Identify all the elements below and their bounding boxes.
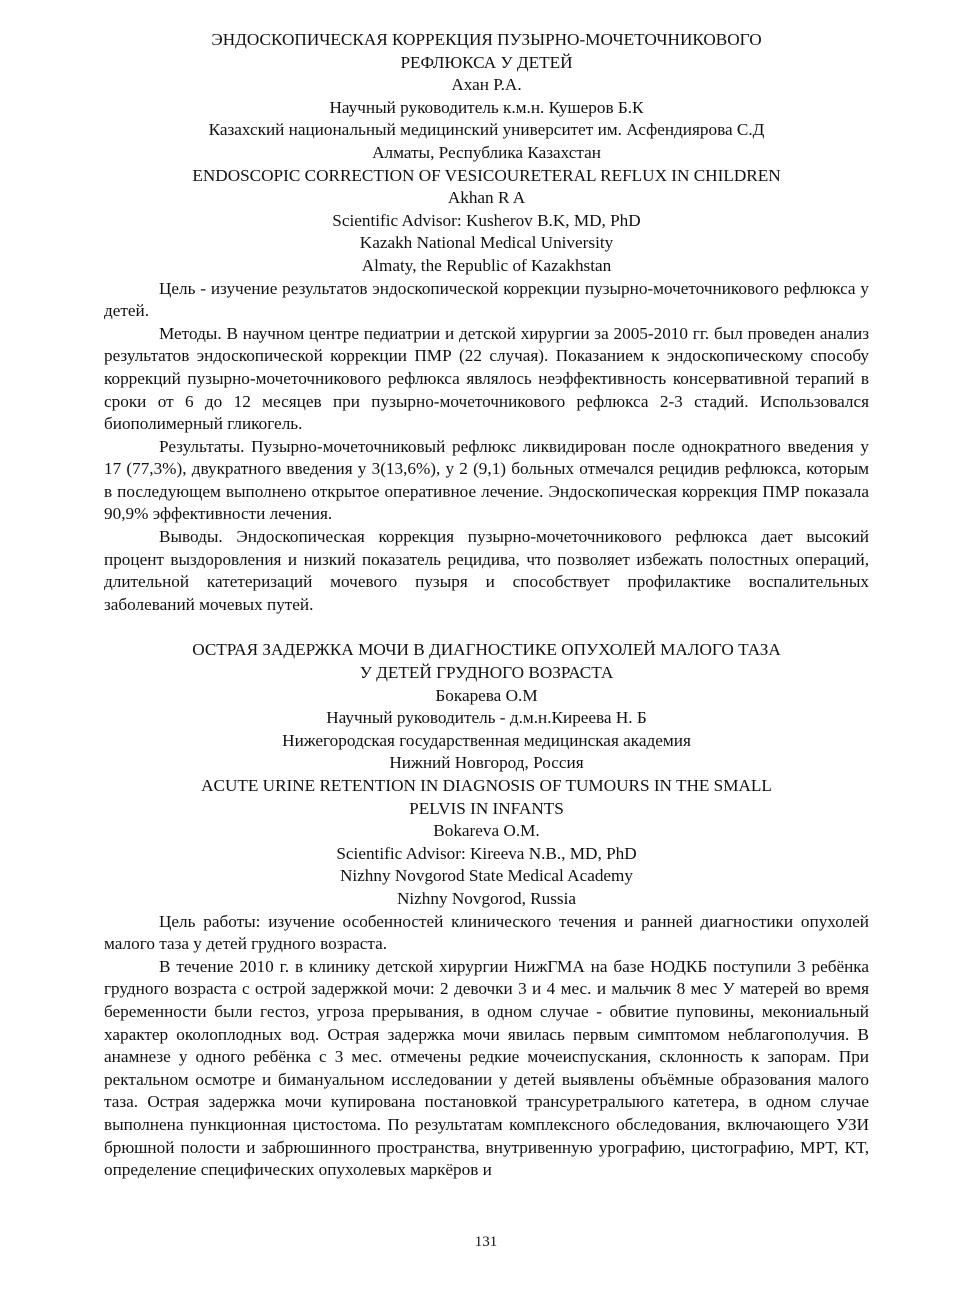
page-number: 131 — [474, 1234, 498, 1250]
article1-author-ru: Ахан Р.А. — [451, 75, 522, 95]
article1-institution-ru: Казахский национальный медицинский университет им. Асфендиярова С.Д — [208, 120, 765, 140]
article2-title-line1: ОСТРАЯ ЗАДЕРЖКА МОЧИ В ДИАГНОСТИКЕ ОПУХОЛЕЙ МАЛОГО ТАЗА — [192, 640, 781, 660]
article1-goal-paragraph: Цель - изучение результатов эндоскопической коррекции пузырно-мочеточникового рефлюкса у детей. — [104, 278, 869, 321]
article1-city-ru: Алматы, Республика Казахстан — [372, 142, 601, 162]
article1-title-line2: РЕФЛЮКСА У ДЕТЕЙ — [400, 52, 573, 72]
article1-city-en: Almaty, the Republic of Kazakhstan — [361, 255, 612, 275]
page-content — [104, 29, 869, 1182]
article2-author-ru: Бокарева О.М — [435, 685, 538, 705]
article2-city-ru: Нижний Новгород, Россия — [389, 753, 584, 773]
article1-institution-en: Kazakh National Medical University — [359, 233, 614, 253]
article1-advisor-ru: Научный руководитель к.м.н. Кушеров Б.К — [329, 97, 644, 117]
article1-conclusions-paragraph: Выводы. Эндоскопическая коррекция пузырно-мочеточникового рефлюкса дает высокий процент выздоровления и низкий показатель рецидива, что позволяет избежать полостных операций, длительной катетеризаций мочевого пузыря и способствует профилактике воспалительных заболеваний мочевых путей. — [104, 527, 869, 614]
article2-title-en-line1: ACUTE URINE RETENTION IN DIAGNOSIS OF TUMOURS IN THE SMALL — [201, 776, 772, 795]
article1-title-line1: ЭНДОСКОПИЧЕСКАЯ КОРРЕКЦИЯ ПУЗЫРНО-МОЧЕТОЧНИКОВОГО — [211, 30, 762, 49]
article2-institution-en: Nizhny Novgorod State Medical Academy — [339, 866, 634, 886]
article1-title-en: ENDOSCOPIC CORRECTION OF VESICOURETERAL REFLUX IN CHILDREN — [192, 165, 781, 185]
article1-methods-paragraph: Методы. В научном центре педиатрии и детской хирургии за 2005-2010 гг. был проведен анализ результатов эндоскопической коррекции ПМР (22 случая). Показанием к эндоскопическому способу коррекций пузырно-мочеточникового рефлюкса являлось неэффективность консервативной терапий в сроки от 6 до 12 месяцев при пузырно-мочеточникового рефлюкса 2-3 стадий. Использовался биополимерный гликогель. — [104, 323, 869, 434]
article1-results-paragraph: Результаты. Пузырно-мочеточниковый рефлюкс ликвидирован после однократного введения у 17 (77,3%), двукратного введения у 3(13,6%), у 2 (9,1) больных отмечался рецидив рефлюкса, которым в последующем выполнено открытое оперативное лечение. Эндоскопическая коррекция ПМР показала 90,9% эффективности лечения. — [104, 436, 869, 524]
article2-city-en: Nizhny Novgorod, Russia — [396, 888, 577, 908]
article1-author-en: Akhan R A — [447, 188, 526, 208]
article2-title-line2: У ДЕТЕЙ ГРУДНОГО ВОЗРАСТА — [359, 663, 614, 683]
article2-author-en: Bokareva O.M. — [433, 821, 540, 841]
article1-advisor-en: Scientific Advisor: Kusherov B.K, MD, PhD — [332, 210, 641, 230]
article2-advisor-ru: Научный руководитель - д.м.н.Киреева Н. Б — [326, 708, 647, 728]
article2-body-paragraph: В течение 2010 г. в клинику детской хирургии НижГМА на базе НОДКБ поступили 3 ребёнка грудного возраста с острой задержкой мочи: 2 девочки 3 и 4 мес. и мальчик 8 мес У матерей во время беременности были гестоз, угроза прерывания, в одном случае - обвитие пуповины, мекониальный характер околоплодных вод. Острая задержка мочи явилась первым симптомом неблагополучия. В анамнезе у одного ребёнка с 3 мес. отмечены редкие мочеиспускания, склонность к запорам. При ректальном осмотре и бимануальном исследовании у детей выявлены объёмные образования малого таза. Острая задержка мочи купирована постановкой трансуретралыюго катетера, в одном случае выполнена пункционная цистостома. По результатам комплексного обследования, включающего УЗИ брюшной полости и забрюшинного пространства, внутривенную урографию, цистографию, МРТ, КТ, определение специфических опухолевых маркёров и — [104, 956, 869, 1180]
article2-advisor-en: Scientific Advisor: Kireeva N.B., MD, PhD — [336, 843, 637, 863]
article2-institution-ru: Нижегородская государственная медицинская академия — [282, 730, 691, 750]
section-gap — [104, 616, 869, 639]
article2-goal-paragraph: Цель работы: изучение особенностей клинического течения и ранней диагностики опухолей малого таза у детей грудного возраста. — [104, 911, 869, 954]
article2-title-en-line2: PELVIS IN INFANTS — [409, 798, 564, 818]
